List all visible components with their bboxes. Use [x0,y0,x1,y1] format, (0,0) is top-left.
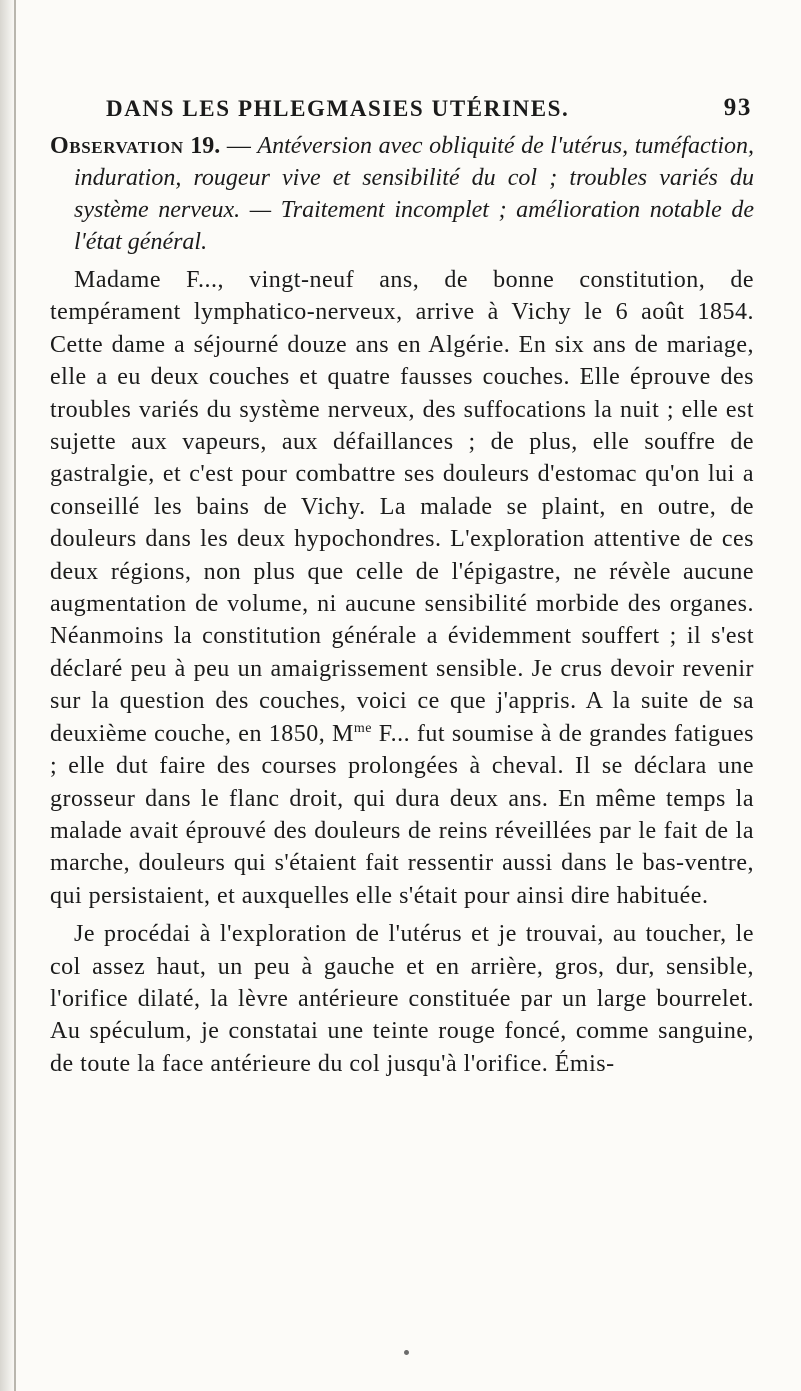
paragraph-examination [50,918,754,1080]
observation-number: 19. [190,133,221,159]
observation-label: Observation [50,133,184,159]
observation-heading [50,130,754,258]
case-history-text-2: F... fut soumise à de grandes fatigues ; elle dut faire des courses prolongées à cheval. Il se déclara une grosseur dans le flanc droit, qui dura deux ans. En même temps la malade avait éprouvé des douleurs de reins réveillées par le fait de la marche, douleurs qui s'étaient fait ressentir aussi dans le bas-ventre, qui persistaient, et auxquelles elle s'était pour ainsi dire habituée. [50,720,754,909]
ink-speck [404,1350,409,1355]
examination-text: Je procédai à l'exploration de l'utérus et je trouvai, au toucher, le col assez haut, un peu à gauche et en arrière, gros, dur, sensible, l'orifice dilaté, la lèvre antérieure constituée par un large bourrelet. Au spéculum, je constatai une teinte rouge foncé, comme sanguine, de toute la face antérieure du col jusqu'à l'orifice. Émis- [50,921,754,1077]
observation-dash: — [220,133,258,159]
observation-title: Antéversion avec obliquité de l'utérus, tuméfaction, induration, rougeur vive et sensibilité du col ; troubles variés du système nerveux. — Traitement incomplet ; amélioration notable de l'état général. [74,133,755,255]
case-history-text-1: Madame F..., vingt-neuf ans, de bonne constitution, de tempérament lymphatico-nerveux, arrive à Vichy le 6 août 1854. Cette dame a séjourné douze ans en Algérie. En six ans de mariage, elle a eu deux couches et quatre fausses couches. Elle éprouve des troubles variés du système nerveux, des suffocations la nuit ; elle est sujette aux vapeurs, aux défaillances ; de plus, elle souffre de gastralgie, et c'est pour combattre ses douleurs d'estomac qu'on lui a conseillé les bains de Vichy. La malade se plaint, en outre, de douleurs dans les deux hypochondres. L'exploration attentive de ces deux régions, non plus que celle de l'épigastre, ne révèle aucune augmentation de volume, ni aucune sensibilité morbide des organes. Néanmoins la constitution générale a évidemment souffert ; il s'est déclaré peu à peu un amaigrissement sensible. Je crus devoir revenir sur la question des couches, voici ce que j'appris. A la suite de sa deuxième couche, en 1850, M [50,267,754,747]
paragraph-case-history [50,264,754,912]
page-number: 93 [723,94,752,121]
madame-abbreviation-superscript: me [353,720,372,736]
binding-edge-line [14,0,16,1391]
page-header [50,80,754,120]
running-head: DANS LES PHLEGMASIES UTÉRINES. [106,96,570,121]
book-page [50,80,754,1080]
